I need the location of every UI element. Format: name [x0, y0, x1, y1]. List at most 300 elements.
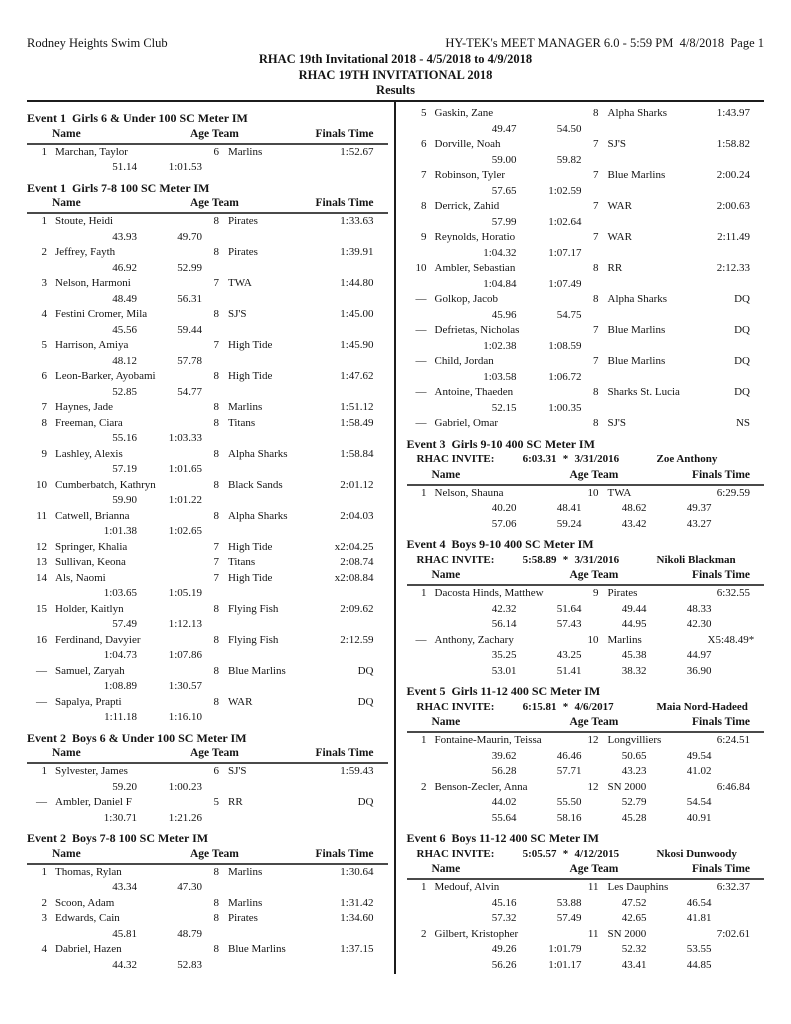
results-column-right	[396, 102, 765, 974]
result-row	[407, 385, 765, 401]
swimmer-name: Derrick, Zahid	[434, 200, 500, 212]
rank: —	[415, 293, 427, 305]
result-row	[407, 733, 765, 749]
team-name: Les Dauphins	[607, 881, 669, 893]
split-time: 44.02	[491, 796, 517, 808]
split-row	[27, 323, 388, 339]
split-time: 48.62	[621, 502, 647, 514]
split-time: 1:01.22	[168, 494, 202, 506]
split-time: 48.33	[686, 602, 712, 615]
swimmer-name: Medouf, Alvin	[434, 881, 500, 893]
team-name: High Tide	[228, 339, 273, 351]
split-time: 59.90	[112, 494, 137, 506]
result-row	[27, 942, 388, 958]
rank: —	[36, 796, 47, 808]
result-row	[407, 416, 765, 432]
swimmer-age: 11	[587, 927, 599, 940]
split-time: 48.41	[556, 502, 582, 514]
result-row	[407, 354, 765, 370]
split-time: 48.79	[177, 927, 202, 940]
finals-time: 1:33.63	[340, 215, 374, 227]
split-time: 49.37	[686, 502, 712, 514]
header-finals-time: Finals Time	[315, 747, 374, 759]
split-time: 45.16	[491, 896, 517, 909]
column-headers	[27, 127, 388, 145]
split-time: 49.47	[491, 122, 517, 135]
split-time: 39.62	[491, 749, 517, 762]
swimmer-age: 7	[593, 324, 599, 336]
swimmer-age: 8	[213, 416, 219, 429]
event-title: Event 2 Boys 7-8 100 SC Meter IM	[27, 831, 209, 845]
split-time: 56.14	[491, 618, 517, 630]
split-time: 43.23	[621, 765, 647, 777]
split-time: 35.25	[491, 649, 517, 661]
results-label: Results	[376, 83, 415, 97]
split-time: 1:02.64	[548, 215, 582, 228]
split-time: 56.31	[177, 292, 202, 305]
finals-time: 1:58.84	[340, 447, 374, 460]
result-row	[27, 307, 388, 323]
finals-time: 1:52.67	[340, 145, 374, 158]
finals-time: 6:32.37	[716, 881, 750, 893]
record-label: RHAC INVITE:	[416, 847, 495, 860]
swimmer-age: 6	[213, 765, 219, 777]
split-time: 49.44	[621, 602, 647, 615]
split-time: 57.71	[556, 765, 582, 777]
rank: 13	[36, 556, 47, 568]
result-row	[407, 927, 765, 943]
finals-time: 1:37.15	[340, 943, 374, 955]
event-title: Event 6 Boys 11-12 400 SC Meter IM	[406, 831, 599, 845]
finals-time: DQ	[734, 386, 750, 398]
finals-time: 2:00.24	[716, 169, 750, 181]
event-title: Event 3 Girls 9-10 400 SC Meter IM	[406, 436, 595, 451]
rank: 1	[421, 486, 427, 499]
result-row	[407, 880, 765, 896]
rank: 1	[421, 881, 427, 893]
page-header-row	[0, 36, 791, 51]
split-time: 49.26	[491, 943, 517, 955]
swimmer-name: Samuel, Zaryah	[55, 664, 125, 677]
split-row	[27, 524, 388, 540]
split-row	[407, 370, 765, 386]
team-name: Pirates	[228, 912, 258, 924]
split-time: 59.82	[556, 153, 582, 166]
swimmer-age: 7	[213, 571, 219, 584]
event-title: Event 2 Boys 6 & Under 100 SC Meter IM	[27, 730, 247, 745]
swimmer-age: 8	[213, 664, 219, 677]
result-row	[27, 214, 388, 230]
swimmer-age: 8	[213, 633, 219, 646]
team-name: High Tide	[228, 540, 273, 553]
split-row	[27, 493, 388, 509]
split-time: 48.12	[112, 354, 137, 367]
split-time: 50.65	[621, 749, 647, 762]
finals-time: 2:12.33	[716, 262, 750, 274]
club-name: Rodney Heights Swim Club	[27, 36, 168, 50]
split-time: 41.02	[686, 765, 712, 777]
team-name: Marlins	[228, 865, 263, 878]
header-finals-time: Finals Time	[691, 569, 750, 581]
split-time: 59.20	[112, 780, 137, 793]
swimmer-age: 8	[593, 386, 599, 398]
team-name: WAR	[607, 200, 632, 212]
record-time: 5:58.89	[522, 553, 557, 566]
finals-time: 2:01.12	[340, 478, 374, 491]
record-label: RHAC INVITE:	[416, 453, 495, 465]
event-title: Event 4 Boys 9-10 400 SC Meter IM	[406, 537, 594, 551]
split-time: 1:07.86	[168, 649, 202, 661]
record-date: 4/6/2017	[574, 700, 614, 713]
result-row	[407, 199, 765, 215]
team-name: Marlins	[228, 401, 263, 413]
swimmer-name: Haynes, Jade	[55, 401, 114, 413]
split-time: 55.50	[556, 796, 582, 808]
header-name: Name	[431, 716, 461, 728]
record-star: *	[562, 700, 569, 713]
split-time: 43.34	[112, 881, 137, 893]
record-time: 6:15.81	[522, 700, 557, 713]
swimmer-age: 7	[593, 355, 599, 367]
swimmer-name: Jeffrey, Fayth	[55, 246, 116, 258]
swimmer-name: Marchan, Taylor	[55, 145, 128, 158]
rank: 9	[421, 231, 427, 243]
split-time: 51.14	[112, 161, 137, 173]
team-name: TWA	[228, 277, 252, 289]
record-label: RHAC INVITE:	[416, 553, 495, 566]
split-time: 1:04.73	[103, 649, 137, 661]
split-time: 52.85	[112, 385, 137, 398]
split-time: 55.64	[491, 811, 517, 824]
split-row	[27, 617, 388, 633]
split-time: 40.20	[491, 502, 517, 514]
swimmer-name: Dacosta Hinds, Matthew	[434, 587, 544, 599]
split-row	[407, 501, 765, 517]
team-name: Pirates	[228, 215, 258, 227]
swimmer-age: 7	[213, 540, 219, 553]
result-row	[27, 540, 388, 556]
rank: —	[415, 633, 427, 646]
split-time: 1:30.57	[168, 680, 202, 692]
result-row	[27, 509, 388, 525]
split-time: 57.19	[112, 463, 137, 475]
swimmer-name: Als, Naomi	[55, 571, 106, 584]
column-headers	[407, 568, 765, 586]
finals-time: DQ	[734, 355, 750, 367]
split-row	[27, 431, 388, 447]
split-time: 1:11.18	[104, 711, 137, 723]
swimmer-name: Anthony, Zachary	[434, 633, 514, 646]
team-name: Pirates	[607, 587, 638, 599]
split-row	[407, 602, 765, 618]
split-time: 53.88	[556, 896, 582, 909]
header-age-team: Age Team	[190, 847, 239, 860]
rank: 2	[41, 246, 47, 258]
split-time: 1:08.59	[548, 339, 582, 352]
split-time: 1:06.72	[548, 370, 582, 383]
split-time: 57.32	[491, 912, 517, 924]
rank: 6	[41, 370, 47, 382]
team-name: Sharks St. Lucia	[607, 386, 680, 398]
split-time: 51.41	[556, 664, 582, 677]
swimmer-name: Ferdinand, Davyier	[55, 633, 141, 646]
swimmer-name: Nelson, Harmoni	[55, 277, 131, 289]
rank: 1	[41, 765, 47, 777]
split-time: 52.15	[491, 401, 517, 414]
split-time: 49.54	[686, 749, 712, 762]
finals-time: 1:30.64	[340, 865, 374, 878]
split-time: 1:30.71	[103, 811, 137, 824]
split-time: 41.81	[686, 912, 712, 924]
split-time: 1:12.13	[168, 618, 202, 630]
split-time: 36.90	[686, 664, 712, 677]
meet-title: RHAC 19TH INVITATIONAL 2018	[298, 68, 493, 82]
finals-time: 6:32.55	[716, 587, 750, 599]
results-column-left	[27, 102, 396, 974]
result-row	[407, 137, 765, 153]
finals-time: 1:45.90	[340, 339, 374, 351]
finals-time: 1:31.42	[340, 896, 374, 909]
swimmer-name: Nelson, Shauna	[434, 486, 504, 499]
split-time: 47.52	[621, 896, 647, 909]
split-time: 1:07.17	[548, 246, 582, 259]
finals-time: DQ	[357, 796, 374, 808]
record-time: 6:03.31	[522, 453, 557, 465]
team-name: SN 2000	[607, 927, 647, 940]
record-holder: Nikoli Blackman	[656, 553, 736, 566]
rank: 1	[421, 587, 427, 599]
team-name: Marlins	[228, 896, 263, 909]
swimmer-name: Cumberbatch, Kathryn	[55, 478, 156, 491]
result-row	[407, 261, 765, 277]
result-row	[27, 764, 388, 780]
swimmer-name: Sullivan, Keona	[55, 556, 126, 568]
team-name: Alpha Sharks	[607, 107, 668, 119]
swimmer-age: 7	[213, 277, 219, 289]
header-finals-time: Finals Time	[691, 468, 750, 481]
team-name: Blue Marlins	[228, 664, 286, 677]
finals-time: 1:58.82	[716, 138, 750, 150]
split-row	[407, 795, 765, 811]
rank: 1	[41, 215, 47, 227]
team-name: Alpha Sharks	[607, 293, 668, 305]
split-time: 47.30	[177, 881, 202, 893]
swimmer-age: 8	[213, 215, 219, 227]
team-name: Alpha Sharks	[228, 447, 288, 460]
swimmer-age: 8	[213, 912, 219, 924]
team-name: SJ'S	[607, 138, 626, 150]
split-time: 57.49	[556, 912, 582, 924]
split-row	[407, 764, 765, 780]
split-time: 1:03.33	[168, 432, 202, 444]
result-row	[27, 416, 388, 432]
header-name: Name	[431, 863, 461, 875]
finals-time: 1:34.60	[340, 912, 374, 924]
swimmer-name: Sylvester, James	[55, 765, 128, 777]
result-row	[407, 323, 765, 339]
rank: 15	[36, 602, 47, 615]
swimmer-age: 9	[593, 587, 599, 599]
swimmer-name: Edwards, Cain	[55, 912, 120, 924]
record-line	[417, 452, 765, 468]
column-headers	[407, 862, 765, 880]
header-age-team: Age Team	[569, 863, 619, 875]
swimmer-age: 10	[587, 486, 599, 499]
split-time: 1:01.38	[103, 525, 137, 537]
column-headers	[407, 468, 765, 486]
split-time: 46.54	[686, 896, 712, 909]
header-finals-time: Finals Time	[691, 863, 750, 875]
split-time: 1:01.53	[168, 161, 202, 173]
result-row	[27, 865, 388, 881]
result-row	[27, 145, 388, 161]
rank: 2	[41, 896, 47, 909]
swimmer-name: Thomas, Rylan	[55, 865, 122, 878]
swimmer-age: 6	[213, 145, 219, 158]
split-time: 54.50	[556, 122, 582, 135]
rank: 10	[415, 262, 427, 274]
record-line	[417, 700, 765, 716]
split-row	[27, 679, 388, 695]
rank: —	[415, 386, 427, 398]
split-time: 1:04.32	[483, 246, 517, 259]
rank: 10	[36, 478, 47, 491]
column-headers	[27, 196, 388, 214]
swimmer-name: Benson-Zecler, Anna	[434, 780, 528, 793]
swimmer-name: Robinson, Tyler	[434, 169, 506, 181]
split-time: 1:01.65	[168, 463, 202, 475]
finals-time: DQ	[357, 664, 374, 677]
split-row	[27, 927, 388, 943]
finals-time: 1:39.91	[340, 246, 374, 258]
split-time: 1:07.49	[548, 277, 582, 290]
split-row	[27, 780, 388, 796]
team-name: Flying Fish	[228, 602, 279, 615]
swimmer-name: Gaskin, Zane	[434, 107, 494, 119]
team-name: Flying Fish	[228, 633, 279, 646]
rank: —	[36, 664, 47, 677]
swimmer-name: Lashley, Alexis	[55, 447, 123, 460]
swimmer-name: Ambler, Sebastian	[434, 262, 516, 274]
finals-time: 6:29.59	[716, 486, 750, 499]
result-row	[27, 664, 388, 680]
split-row	[407, 749, 765, 765]
team-name: Black Sands	[228, 478, 283, 491]
split-time: 44.95	[621, 618, 647, 630]
split-time: 1:04.84	[483, 277, 517, 290]
split-time: 44.97	[686, 649, 712, 661]
split-time: 44.32	[112, 958, 137, 971]
finals-time: 1:44.80	[340, 277, 374, 289]
result-row	[407, 292, 765, 308]
record-date: 4/12/2015	[574, 847, 620, 860]
split-row	[407, 911, 765, 927]
header-name: Name	[52, 127, 81, 140]
record-date: 3/31/2016	[574, 553, 620, 566]
split-row	[407, 215, 765, 231]
finals-time: 6:24.51	[716, 734, 750, 746]
split-row	[407, 246, 765, 262]
split-time: 1:03.65	[103, 587, 137, 599]
meet-manager-info: HY-TEK's MEET MANAGER 6.0 - 5:59 PM 4/8/2018 Page 1	[445, 36, 764, 50]
split-time: 1:05.19	[168, 587, 202, 599]
split-time: 1:02.59	[548, 184, 582, 197]
split-row	[407, 308, 765, 324]
split-time: 58.16	[556, 811, 582, 824]
split-time: 48.49	[112, 292, 137, 305]
swimmer-age: 8	[213, 509, 219, 522]
team-name: SJ'S	[228, 308, 247, 320]
results-columns	[27, 102, 764, 974]
record-holder: Zoe Anthony	[656, 453, 718, 465]
split-row	[27, 811, 388, 827]
split-row	[27, 648, 388, 664]
record-star: *	[562, 847, 569, 860]
result-row	[27, 633, 388, 649]
swimmer-name: Fontaine-Maurin, Teissa	[434, 734, 542, 746]
split-time: 43.25	[556, 649, 582, 661]
event-title: Event 1 Girls 6 & Under 100 SC Meter IM	[27, 111, 248, 125]
split-row	[407, 401, 765, 417]
team-name: WAR	[607, 231, 632, 243]
column-headers	[27, 847, 388, 865]
column-headers	[407, 715, 765, 733]
record-label: RHAC INVITE:	[416, 700, 495, 713]
result-row	[27, 338, 388, 354]
result-row	[27, 911, 388, 927]
split-row	[407, 277, 765, 293]
split-time: 1:08.89	[103, 680, 137, 692]
rank: 1	[41, 145, 47, 158]
record-line	[417, 553, 765, 569]
result-row	[27, 400, 388, 416]
result-row	[27, 555, 388, 571]
split-time: 57.78	[177, 354, 202, 367]
result-row	[27, 571, 388, 587]
rank: 5	[421, 107, 427, 119]
swimmer-age: 7	[213, 556, 219, 568]
swimmer-name: Dorville, Noah	[434, 138, 501, 150]
split-time: 52.83	[177, 958, 202, 971]
split-time: 54.54	[686, 796, 712, 808]
swimmer-name: Harrison, Amiya	[55, 339, 129, 351]
finals-time: 1:58.49	[340, 416, 374, 429]
rank: 4	[41, 943, 47, 955]
split-time: 54.77	[177, 385, 202, 398]
result-row	[407, 230, 765, 246]
swimmer-age: 7	[593, 231, 599, 243]
swimmer-age: 8	[593, 107, 599, 119]
finals-time: 1:59.43	[340, 765, 374, 777]
split-time: 45.56	[112, 323, 137, 336]
rank: 5	[41, 339, 47, 351]
rank: 4	[41, 308, 47, 320]
record-line	[417, 847, 765, 863]
result-row	[27, 602, 388, 618]
rank: 1	[421, 734, 427, 746]
header-finals-time: Finals Time	[315, 197, 374, 209]
swimmer-age: 10	[587, 633, 599, 646]
split-time: 59.24	[556, 517, 582, 530]
record-time: 5:05.57	[522, 847, 557, 860]
rank: —	[415, 417, 427, 429]
split-row	[407, 648, 765, 664]
swimmer-name: Sapalya, Prapti	[55, 695, 122, 708]
split-row	[407, 184, 765, 200]
result-row	[407, 168, 765, 184]
header-age-team: Age Team	[190, 197, 239, 209]
swimmer-age: 8	[213, 246, 219, 258]
